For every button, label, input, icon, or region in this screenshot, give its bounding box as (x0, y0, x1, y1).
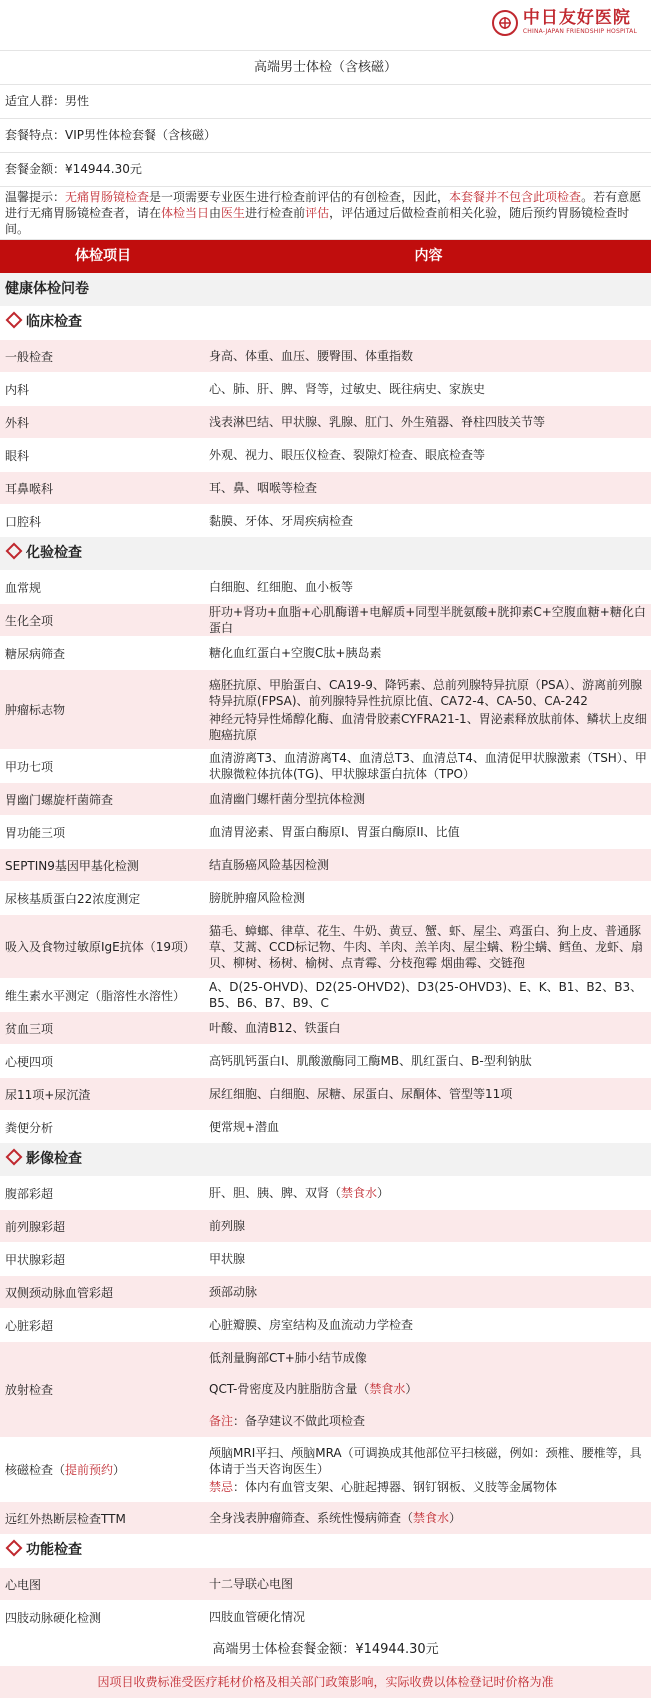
table-row: 尿11项+尿沉渣 尿红细胞、白细胞、尿糖、尿蛋白、尿酮体、管型等11项 (0, 1077, 651, 1110)
hospital-emblem-icon (492, 10, 518, 36)
section-function: 功能检查 (0, 1534, 651, 1567)
table-row: 心电图 十二导联心电图 (0, 1567, 651, 1600)
table-row: 肿瘤标志物 癌胚抗原、甲胎蛋白、CA19-9、降钙素、总前列腺特异抗原（PSA）、游离前列腺特异抗原(FPSA)、前列腺特异性抗原比值、CA72-4、CA-50、CA-242 神经元特异性烯醇化酶、血清骨胶素CYFRA21-1、胃泌素释放肽前体、鳞状上皮细胞癌抗原 (0, 669, 651, 749)
table-row: 粪便分析 便常规+潜血 (0, 1110, 651, 1143)
suitable-group: 适宜人群：男性 (0, 85, 651, 119)
section-clinical: 临床检查 (0, 306, 651, 339)
table-row: 吸入及食物过敏原IgE抗体（19项） 猫毛、蟑螂、律草、花生、牛奶、黄豆、蟹、虾、屋尘、鸡蛋白、狗上皮、普通豚草、艾蒿、CCD标记物、牛肉、羊肉、羔羊肉、屋尘螨、粉尘螨、鳕鱼、龙虾、扇贝、柳树、杨树、榆树、点青霉、分枝孢霉 烟曲霉、交链孢 (0, 914, 651, 978)
table-row: 心脏彩超 心脏瓣膜、房室结构及血流动力学检查 (0, 1308, 651, 1341)
table-row: 双侧颈动脉血管彩超 颈部动脉 (0, 1275, 651, 1308)
table-row: 远红外热断层检查TTM 全身浅表肿瘤筛查、系统性慢病筛查（禁食水） (0, 1501, 651, 1534)
table-row: 一般检查 身高、体重、血压、腰臀围、体重指数 (0, 339, 651, 372)
warm-notice: 温馨提示：无痛胃肠镜检查是一项需要专业医生进行检查前评估的有创检查，因此，本套餐并不包含此项检查。若有意愿进行无痛胃肠镜检查者，请在体检当日由医生进行检查前评估，评估通过后做检查前相关化验，随后预约胃肠镜检查时间。 (0, 187, 651, 240)
table-row: 放射检查 低剂量胸部CT+肺小结节成像 QCT-骨密度及内脏脂肪含量（禁食水） 备注：备孕建议不做此项检查 (0, 1341, 651, 1437)
table-row: 腹部彩超 肝、胆、胰、脾、双肾（禁食水） (0, 1176, 651, 1209)
package-total: 高端男士体检套餐金额：¥14944.30元 (0, 1633, 651, 1666)
table-row: SEPTIN9基因甲基化检测 结直肠癌风险基因检测 (0, 848, 651, 881)
table-row: 内科 心、肺、肝、脾、肾等，过敏史、既往病史、家族史 (0, 372, 651, 405)
table-row: 外科 浅表淋巴结、甲状腺、乳腺、肛门、外生殖器、脊柱四肢关节等 (0, 405, 651, 438)
table-row: 心梗四项 高钙肌钙蛋白I、肌酸激酶同工酶MB、肌红蛋白、B-型利钠肽 (0, 1044, 651, 1077)
table-row: 胃功能三项 血清胃泌素、胃蛋白酶原I、胃蛋白酶原II、比值 (0, 815, 651, 848)
table-row: 甲状腺彩超 甲状腺 (0, 1242, 651, 1275)
section-imaging: 影像检查 (0, 1143, 651, 1176)
header-logo-bar (0, 0, 651, 51)
package-price: 套餐金额：¥14944.30元 (0, 153, 651, 187)
table-row: 眼科 外观、视力、眼压仪检查、裂隙灯检查、眼底检查等 (0, 438, 651, 471)
diamond-icon (6, 1540, 23, 1557)
table-row: 糖尿病筛查 糖化血红蛋白+空腹C肽+胰岛素 (0, 636, 651, 669)
hospital-name-en: CHINA-JAPAN FRIENDSHIP HOSPITAL (522, 28, 637, 35)
header-content: 内容 (414, 248, 443, 264)
diamond-icon (6, 312, 23, 329)
table-row: 核磁检查（ 提前预约 ） 颅脑MRI平扫、颅脑MRA（可调换成其他部位平扫核磁，例如：颈椎、腰椎等，具体请于当天咨询医生） 禁忌：体内有血管支架、心脏起搏器、钢钉钢板、义肢等金属物体 (0, 1437, 651, 1501)
table-row: 生化全项 肝功+肾功+血脂+心肌酶谱+电解质+同型半胱氨酸+胱抑素C+空腹血糖+糖化白蛋白 (0, 603, 651, 636)
questionnaire-row: 健康体检问卷 (0, 273, 651, 306)
hospital-name-cn: 中日友好医院 (522, 8, 631, 28)
hospital-logo[interactable] (492, 9, 637, 36)
package-feature: 套餐特点：VIP男性体检套餐（含核磁） (0, 119, 651, 153)
table-row: 贫血三项 叶酸、血清B12、铁蛋白 (0, 1011, 651, 1044)
table-row: 前列腺彩超 前列腺 (0, 1209, 651, 1242)
table-row: 维生素水平测定（脂溶性水溶性） A、D(25-OHVD)、D2(25-OHVD2)、D3(25-OHVD3)、E、K、B1、B2、B3、B5、B6、B7、B9、C (0, 978, 651, 1011)
table-row: 耳鼻喉科 耳、鼻、咽喉等检查 (0, 471, 651, 504)
table-row: 血常规 白细胞、红细胞、血小板等 (0, 570, 651, 603)
table-row: 口腔科 黏膜、牙体、牙周疾病检查 (0, 504, 651, 537)
table-row: 四肢动脉硬化检测 四肢血管硬化情况 (0, 1600, 651, 1633)
table-header (0, 240, 651, 273)
price-disclaimer: 因项目收费标准受医疗耗材价格及相关部门政策影响，实际收费以体检登记时价格为准 (0, 1666, 651, 1698)
diamond-icon (6, 1149, 23, 1166)
diamond-icon (6, 543, 23, 560)
package-title: 高端男士体检（含核磁） (0, 51, 651, 85)
table-row: 甲功七项 血清游离T3、血清游离T4、血清总T3、血清总T4、血清促甲状腺激素（TSH）、甲状腺微粒体抗体(TG)、甲状腺球蛋白抗体（TPO） (0, 749, 651, 782)
section-lab: 化验检查 (0, 537, 651, 570)
table-row: 胃幽门螺旋杆菌筛查 血清幽门螺杆菌分型抗体检测 (0, 782, 651, 815)
header-item: 体检项目 (75, 248, 131, 264)
table-row: 尿核基质蛋白22浓度测定 膀胱肿瘤风险检测 (0, 881, 651, 914)
